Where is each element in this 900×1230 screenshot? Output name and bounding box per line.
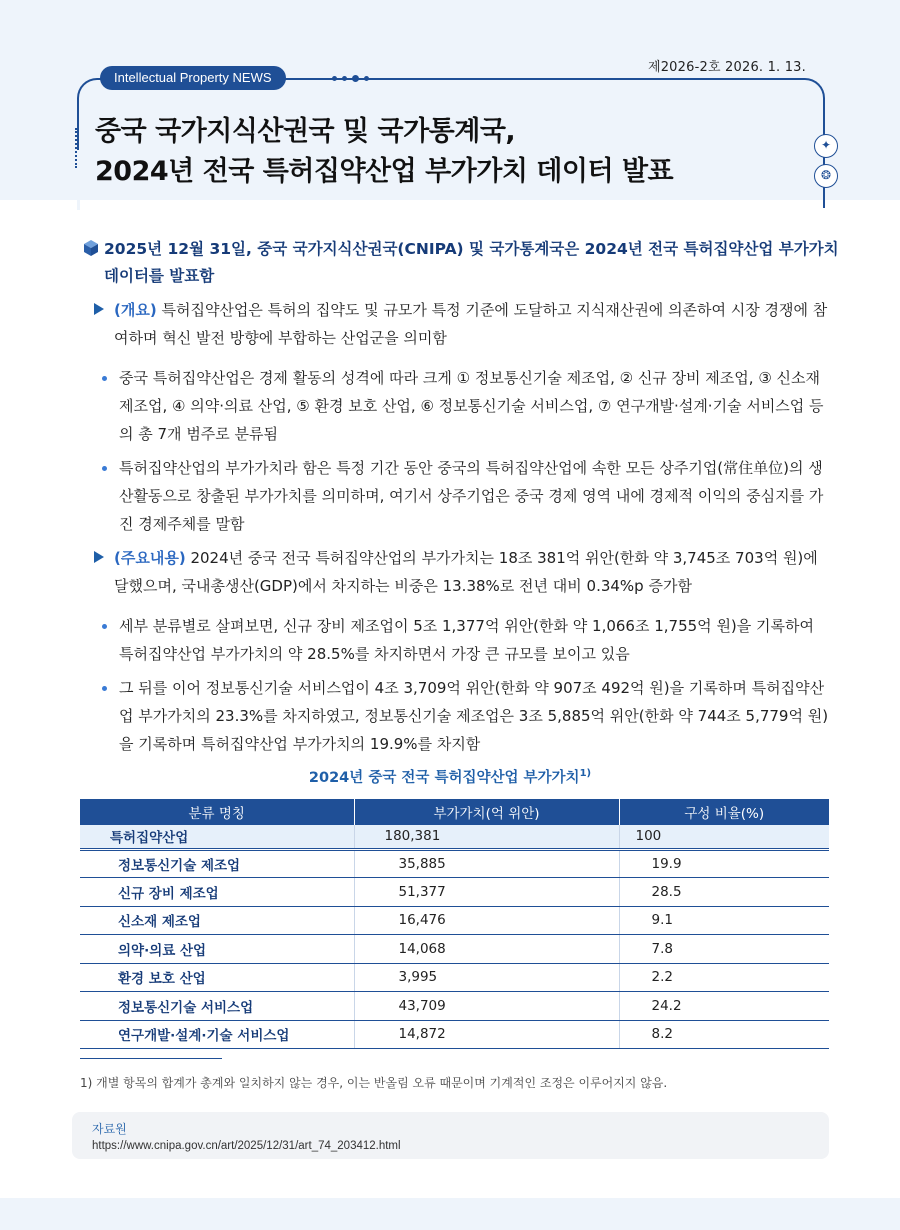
main-content-text: 2024년 중국 전국 특허집약산업의 부가가치는 18조 381억 위안(한화 약 3,745조 703억 원)에 달했으며, 국내총생산(GDP)에서 차지하는 비중은 13.38%로 전년 대비 0.34%p 증가함 — [114, 549, 818, 595]
main-content-tag: (주요내용) — [114, 549, 186, 567]
table-row: 환경 보호 산업 3,995 2.2 — [80, 963, 829, 992]
title-line-1: 중국 국가지식산권국 및 국가통계국, — [95, 116, 516, 147]
footer-band — [0, 1198, 900, 1230]
network-icon: ❂ — [814, 164, 838, 188]
newsletter-badge: Intellectual Property NEWS — [100, 66, 286, 90]
dot-bullet-icon — [102, 686, 107, 691]
overview-bullet-1: 중국 특허집약산업은 경제 활동의 성격에 따라 크게 ① 정보통신기술 제조업, ② 신규 장비 제조업, ③ 신소재 제조업, ④ 의약·의료 산업, ⑤ 환경 보호 산업, ⑥ 정보통신기술 서비스업, ⑦ 연구개발·설계·기술 서비스업 등의 총 7개 범주로 분류됨 — [102, 364, 832, 448]
table-total-row: 특허집약산업 180,381 100 — [80, 825, 829, 849]
globe-icon: ✦ — [814, 134, 838, 158]
dot-bullet-icon — [102, 624, 107, 629]
main-content-paragraph — [94, 544, 834, 600]
header-value: 부가가치(억 위안) — [354, 799, 619, 825]
badge-dots — [312, 76, 372, 80]
issue-number: 제2026-2호 2026. 1. 13. — [647, 60, 806, 75]
page-title — [95, 112, 795, 192]
overview-text: 특허집약산업은 특허의 집약도 및 규모가 특정 기준에 도달하고 지식재산권에 의존하여 시장 경쟁에 참여하며 혁신 발전 방향에 부합하는 산업군을 의미함 — [114, 301, 828, 347]
lead-text: 2025년 12월 31일, 중국 국가지식산권국(CNIPA) 및 국가통계국은 2024년 전국 특허집약산업 부가가치 데이터를 발표함 — [104, 240, 839, 285]
triangle-bullet-icon — [94, 551, 104, 563]
table-header-row — [80, 799, 829, 825]
cube-icon — [84, 240, 98, 256]
title-line-2: 2024년 전국 특허집약산업 부가가치 데이터 발표 — [95, 156, 674, 187]
header-category: 분류 명칭 — [80, 799, 354, 825]
overview-bullet-2: 특허집약산업의 부가가치라 함은 특정 기간 동안 중국의 특허집약산업에 속한 모든 상주기업(常住单位)의 생산활동으로 창출된 부가가치를 의미하며, 여기서 상주기업은 중국 경제 영역 내에 경제적 이익의 중심지를 가진 경제주체를 말함 — [102, 454, 832, 538]
table-row: 정보통신기술 제조업 35,885 19.9 — [80, 849, 829, 878]
frame-dots — [75, 128, 81, 168]
table-row: 신규 장비 제조업 51,377 28.5 — [80, 878, 829, 907]
main-content-bullet-2: 그 뒤를 이어 정보통신기술 서비스업이 4조 3,709억 위안(한화 약 907조 492억 원)을 기록하며 특허집약산업 부가가치의 23.3%를 차지하였고, 정보통신기술 제조업은 3조 5,885억 위안(한화 약 744조 5,779억 원)을 기록하며 특허집약산업 부가가치의 19.9%를 차지함 — [102, 674, 832, 758]
table-row: 정보통신기술 서비스업 43,709 24.2 — [80, 992, 829, 1021]
dot-bullet-icon — [102, 376, 107, 381]
dot-bullet-icon — [102, 466, 107, 471]
table-row: 신소재 제조업 16,476 9.1 — [80, 906, 829, 935]
header-share: 구성 비율(%) — [619, 799, 829, 825]
footnote-divider — [80, 1058, 222, 1059]
source-box — [72, 1112, 829, 1159]
overview-tag: (개요) — [114, 301, 157, 319]
main-content-bullet-1: 세부 분류별로 살펴보면, 신규 장비 제조업이 5조 1,377억 위안(한화 약 1,066조 1,755억 원)을 기록하여 특허집약산업 부가가치의 약 28.5%를 차지하면서 가장 큰 규모를 보이고 있음 — [102, 612, 832, 668]
footnote: 1) 개별 항목의 합계가 총계와 일치하지 않는 경우, 이는 반올림 오류 때문이며 기계적인 조정은 이루어지지 않음. — [80, 1076, 668, 1090]
source-link[interactable]: https://www.cnipa.gov.cn/art/2025/12/31/art_74_203412.html — [92, 1140, 401, 1152]
source-label: 자료원 — [92, 1122, 127, 1136]
table-row: 의약·의료 산업 14,068 7.8 — [80, 935, 829, 964]
table-title: 2024년 중국 전국 특허집약산업 부가가치$^{1)}$ — [308, 768, 592, 786]
value-added-table — [80, 799, 829, 1049]
overview-paragraph — [94, 296, 834, 352]
table-row: 연구개발·설계·기술 서비스업 14,872 8.2 — [80, 1020, 829, 1049]
triangle-bullet-icon — [94, 303, 104, 315]
lead-summary — [84, 236, 844, 290]
footnote-ref: 1) — [579, 768, 592, 780]
